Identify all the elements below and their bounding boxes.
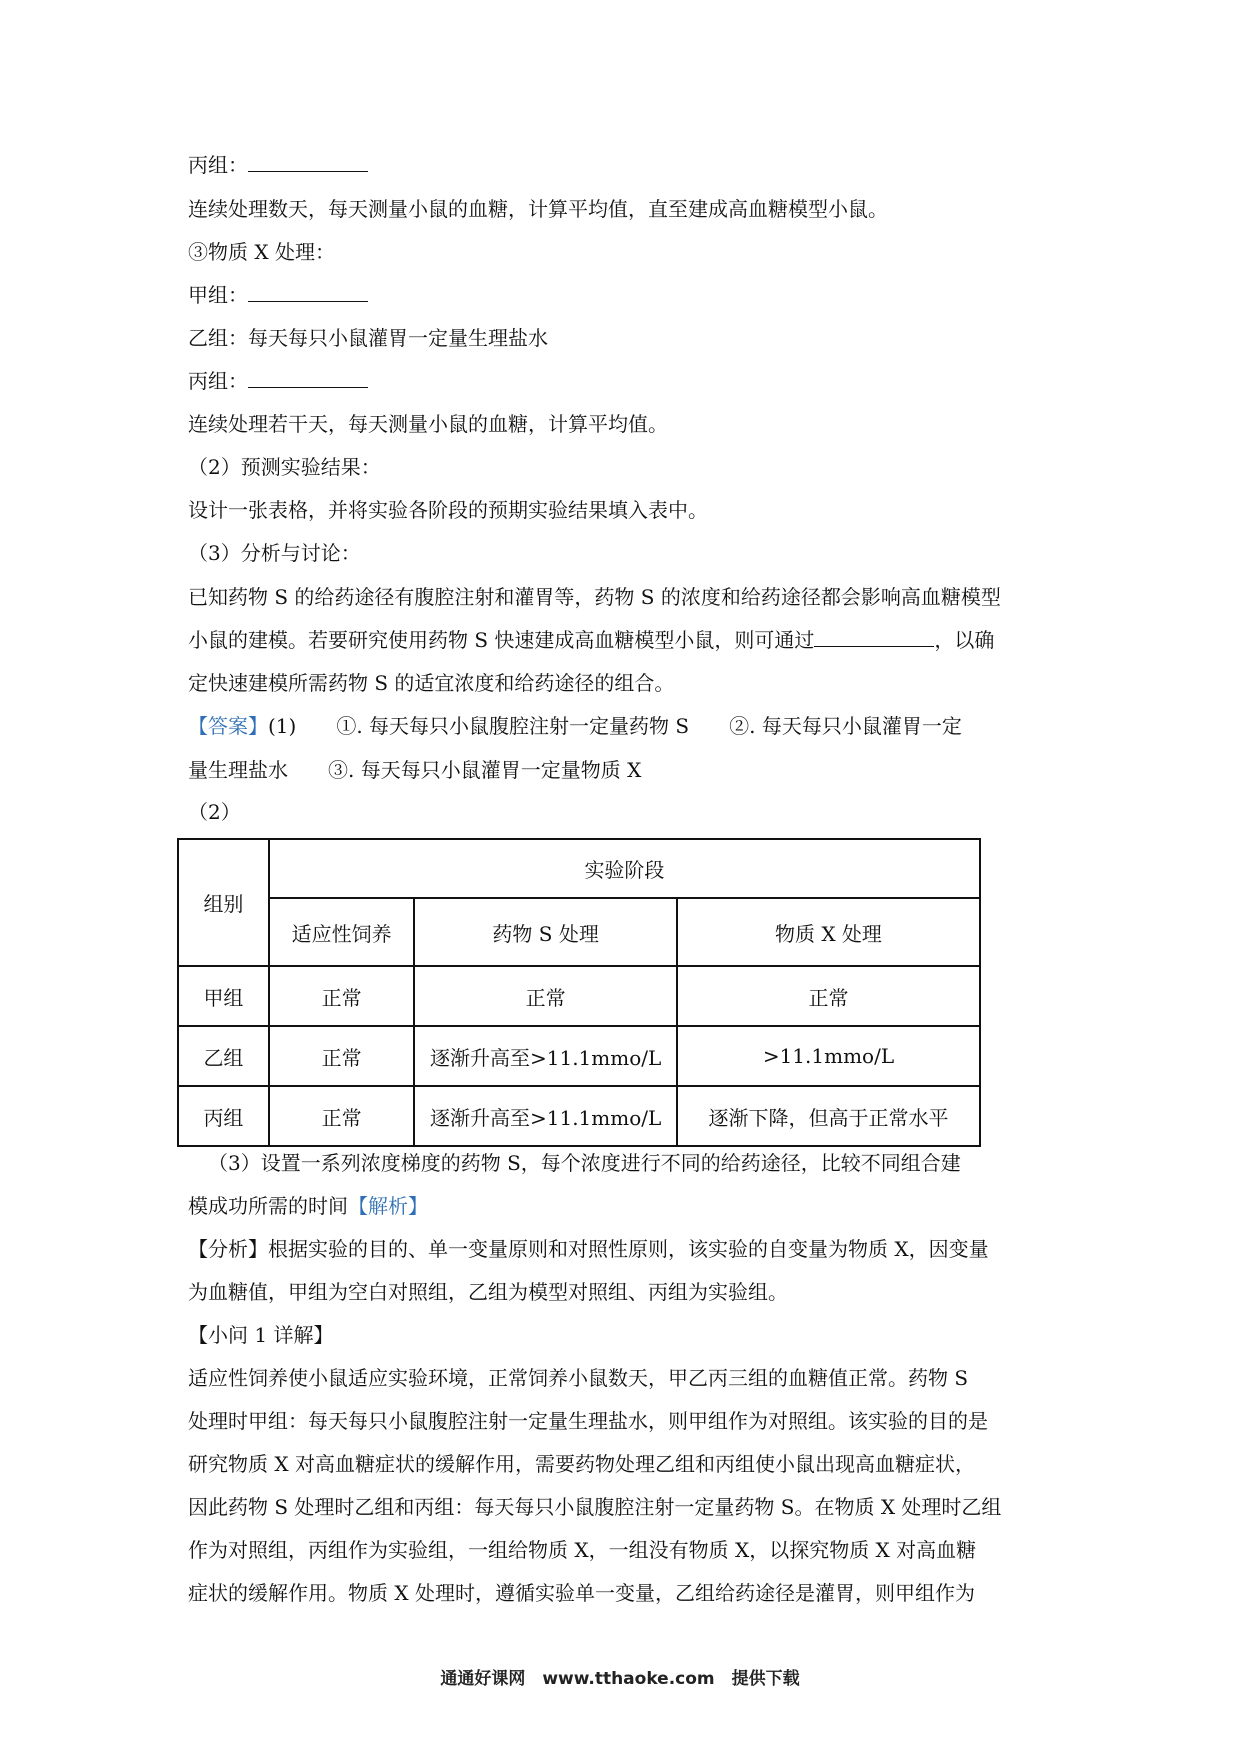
value-cell: 正常 [677,966,980,1026]
answer-tag: 【答案】 [188,714,268,738]
text-line: 为血糖值，甲组为空白对照组，乙组为模型对照组、丙组为实验组。 [188,1280,788,1304]
analysis-tag: 【解析】 [348,1194,428,1218]
value-cell: 正常 [269,966,414,1026]
stage-cell: 物质 X 处理 [677,898,980,966]
fill-blank [248,283,368,302]
text-line: 连续处理数天，每天测量小鼠的血糖，计算平均值，直至建成高血糖模型小鼠。 [188,197,888,221]
fill-blank [814,628,934,647]
stage-cell: 适应性饲养 [269,898,414,966]
value-cell: 逐渐下降，但高于正常水平 [677,1086,980,1146]
text-line: 定快速建模所需药物 S 的适宜浓度和给药途径的组合。 [188,671,675,695]
text-line: （3）设置一系列浓度梯度的药物 S，每个浓度进行不同的给药途径，比较不同组合建 [208,1151,961,1175]
fill-blank [248,369,368,388]
text-line: 已知药物 S 的给药途径有腹腔注射和灌胃等，药物 S 的浓度和给药途径都会影响高血糖模型 [188,585,1001,609]
table-header-row [178,839,980,898]
table-row [178,966,980,1026]
stage-subheader-row [178,898,980,966]
value-cell: 正常 [414,966,677,1026]
text-line: （2）预测实验结果： [188,455,381,479]
group-cell: 乙组 [178,1026,269,1086]
text-line: 因此药物 S 处理时乙组和丙组：每天每只小鼠腹腔注射一定量药物 S。在物质 X 处理时乙组 [188,1495,1002,1519]
value-cell: >11.1mmo/L [677,1026,980,1086]
group-header-cell: 组别 [178,839,269,966]
text-line: 适应性饲养使小鼠适应实验环境，正常饲养小鼠数天，甲乙丙三组的血糖值正常。药物 S [188,1366,969,1390]
value-cell: 正常 [269,1026,414,1086]
line-with-blank: 小鼠的建模。若要研究使用药物 S 快速建成高血糖模型小鼠，则可通过 ，以确 [188,628,995,652]
text-line: （2） [188,800,241,824]
answer-end-line: 模成功所需的时间【解析】 [188,1194,428,1218]
text-line: 症状的缓解作用。物质 X 处理时，遵循实验单一变量，乙组给药途径是灌胃，则甲组作为 [188,1581,975,1605]
text-line: 研究物质 X 对高血糖症状的缓解作用，需要药物处理乙组和丙组使小鼠出现高血糖症状， [188,1452,975,1476]
page-footer: 通通好课网 www.tthaoke.com 提供下载 [440,1669,800,1689]
stage-cell: 药物 S 处理 [414,898,677,966]
text-line: 作为对照组，丙组作为实验组，一组给物质 X，一组没有物质 X，以探究物质 X 对高血糖 [188,1538,977,1562]
value-cell: 逐渐升高至>11.1mmo/L [414,1086,677,1146]
text-line: 量生理盐水 ③. 每天每只小鼠灌胃一定量物质 X [188,758,642,782]
results-table [177,838,981,1147]
text-line: 【分析】根据实验的目的、单一变量原则和对照性原则，该实验的自变量为物质 X，因变量 [188,1237,989,1261]
group-cell: 甲组 [178,966,269,1026]
table-row [178,1026,980,1086]
line-group-c-blank: 丙组： [188,152,1063,178]
text-line: （3）分析与讨论： [188,541,361,565]
line-group-a-blank: 甲组： [188,282,1063,308]
text-line: 连续处理若干天，每天测量小鼠的血糖，计算平均值。 [188,412,668,436]
line-group-c-blank-2: 丙组： [188,368,1063,394]
group-cell: 丙组 [178,1086,269,1146]
answer-line: 【答案】(1) ①. 每天每只小鼠腹腔注射一定量药物 S ②. 每天每只小鼠灌胃一定 [188,714,962,738]
text-line: 处理时甲组：每天每只小鼠腹腔注射一定量生理盐水，则甲组作为对照组。该实验的目的是 [188,1409,988,1433]
fill-blank [248,153,368,172]
text-line: 设计一张表格，并将实验各阶段的预期实验结果填入表中。 [188,498,708,522]
value-cell: 逐渐升高至>11.1mmo/L [414,1026,677,1086]
section-heading: 【小问 1 详解】 [188,1323,334,1347]
text-line: ③物质 X 处理： [188,240,335,264]
stage-header-cell: 实验阶段 [269,839,980,898]
value-cell: 正常 [269,1086,414,1146]
text-line: 乙组：每天每只小鼠灌胃一定量生理盐水 [188,326,548,350]
table-row [178,1086,980,1146]
